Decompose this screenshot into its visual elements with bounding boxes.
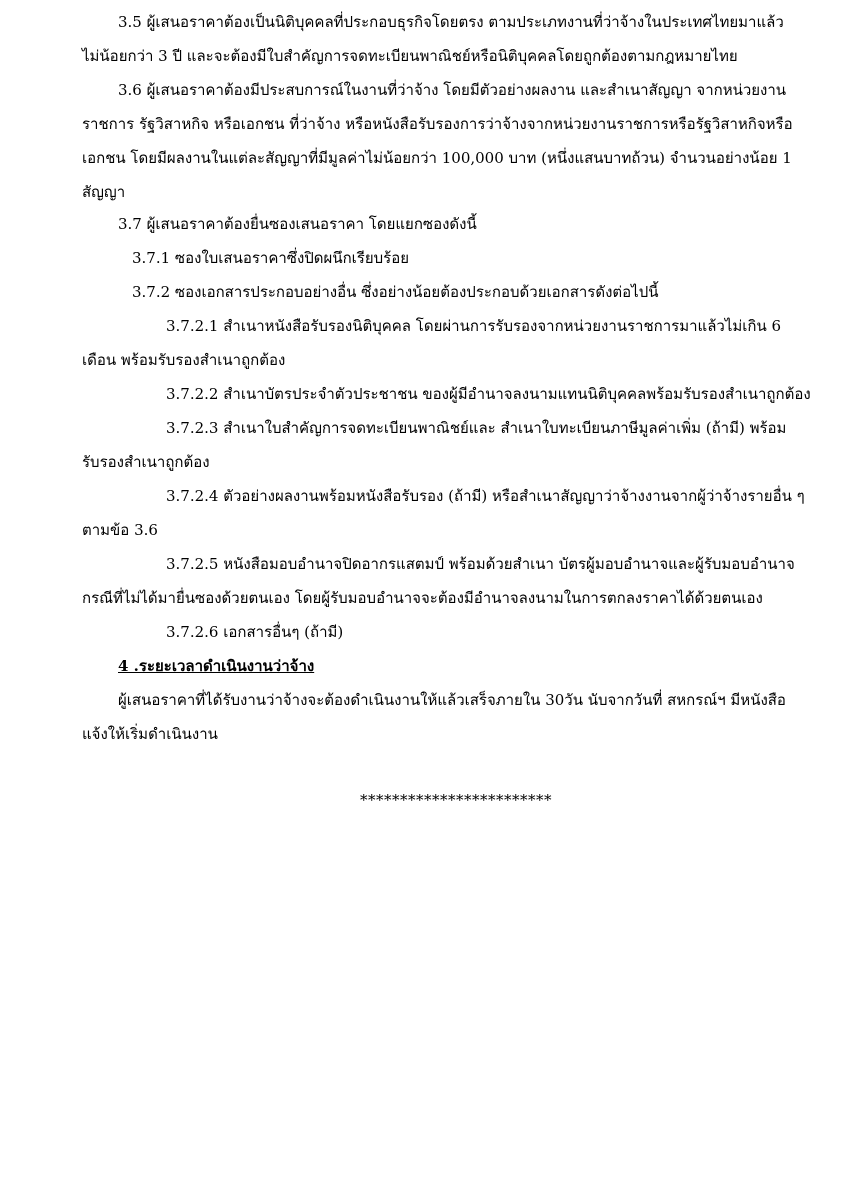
paragraph-3-7: 3.7 ผู้เสนอราคาต้องยื่นซองเสนอราคา โดยแยกซองดังนี้ xyxy=(118,215,477,233)
paragraph-3-5-line-2: ไม่น้อยกว่า 3 ปี และจะต้องมีใบสำคัญการจดทะเบียนพาณิชย์หรือนิติบุคคลโดยถูกต้องตามกฎหมายไทย xyxy=(82,47,738,65)
paragraph-3-6-line-3: เอกชน โดยมีผลงานในแต่ละสัญญาที่มีมูลค่าไม่น้อยกว่า 100,000 บาท (หนึ่งแสนบาทถ้วน) จำนวนอย่างน้อย 1 xyxy=(82,149,792,167)
paragraph-3-7-2-4-line-2: ตามข้อ 3.6 xyxy=(82,521,158,539)
paragraph-3-6-line-1: 3.6 ผู้เสนอราคาต้องมีประสบการณ์ในงานที่ว่าจ้าง โดยมีตัวอย่างผลงาน และสำเนาสัญญา จากหน่วยงาน xyxy=(118,81,787,99)
paragraph-3-5-line-1: 3.5 ผู้เสนอราคาต้องเป็นนิติบุคคลที่ประกอบธุรกิจโดยตรง ตามประเภทงานที่ว่าจ้างในประเทศไทยมาแล้ว xyxy=(118,13,784,31)
paragraph-3-6-line-4: สัญญา xyxy=(82,183,126,201)
paragraph-3-7-2-1-line-1: 3.7.2.1 สำเนาหนังสือรับรองนิติบุคคล โดยผ่านการรับรองจากหน่วยงานราชการมาแล้วไม่เกิน 6 xyxy=(166,317,782,335)
paragraph-3-7-2-2: 3.7.2.2 สำเนาบัตรประจำตัวประชาชน ของผู้มีอำนาจลงนามแทนนิติบุคคลพร้อมรับรองสำเนาถูกต้อง xyxy=(166,385,811,403)
section-4-body-line-1: ผู้เสนอราคาที่ได้รับงานว่าจ้างจะต้องดำเนินงานให้แล้วเสร็จภายใน 30วัน นับจากวันที่ สหกรณ์ฯ มีหนังสือ xyxy=(118,691,786,709)
paragraph-3-7-1: 3.7.1 ซองใบเสนอราคาซึ่งปิดผนึกเรียบร้อย xyxy=(132,249,410,267)
paragraph-3-7-2-5-line-1: 3.7.2.5 หนังสือมอบอำนาจปิดอากรแสตมป์ พร้อมด้วยสำเนา บัตรผู้มอบอำนาจและผู้รับมอบอำนาจ xyxy=(166,555,795,573)
paragraph-3-7-2-1-line-2: เดือน พร้อมรับรองสำเนาถูกต้อง xyxy=(82,351,286,369)
paragraph-3-7-2-4-line-1: 3.7.2.4 ตัวอย่างผลงานพร้อมหนังสือรับรอง (ถ้ามี) หรือสำเนาสัญญาว่าจ้างงานจากผู้ว่าจ้างรายอื่น ๆ xyxy=(166,487,805,505)
section-4-heading: 4 .ระยะเวลาดำเนินงานว่าจ้าง xyxy=(118,657,315,675)
paragraph-3-7-2-5-line-2: กรณีที่ไม่ได้มายื่นซองด้วยตนเอง โดยผู้รับมอบอำนาจจะต้องมีอำนาจลงนามในการตกลงราคาได้ด้วยตนเอง xyxy=(82,589,763,607)
paragraph-3-6-line-2: ราชการ รัฐวิสาหกิจ หรือเอกชน ที่ว่าจ้าง หรือหนังสือรับรองการว่าจ้างจากหน่วยงานราชการหรือรัฐวิสาหกิจหรือ xyxy=(82,115,793,133)
end-of-section-marker: ************************ xyxy=(360,791,552,809)
paragraph-3-7-2-3-line-1: 3.7.2.3 สำเนาใบสำคัญการจดทะเบียนพาณิชย์และ สำเนาใบทะเบียนภาษีมูลค่าเพิ่ม (ถ้ามี) พร้อม xyxy=(166,419,787,437)
section-4-body-line-2: แจ้งให้เริ่มดำเนินงาน xyxy=(82,725,218,743)
paragraph-3-7-2-3-line-2: รับรองสำเนาถูกต้อง xyxy=(82,453,210,471)
paragraph-3-7-2: 3.7.2 ซองเอกสารประกอบอย่างอื่น ซึ่งอย่างน้อยต้องประกอบด้วยเอกสารดังต่อไปนี้ xyxy=(132,283,659,301)
paragraph-3-7-2-6: 3.7.2.6 เอกสารอื่นๆ (ถ้ามี) xyxy=(166,623,344,641)
